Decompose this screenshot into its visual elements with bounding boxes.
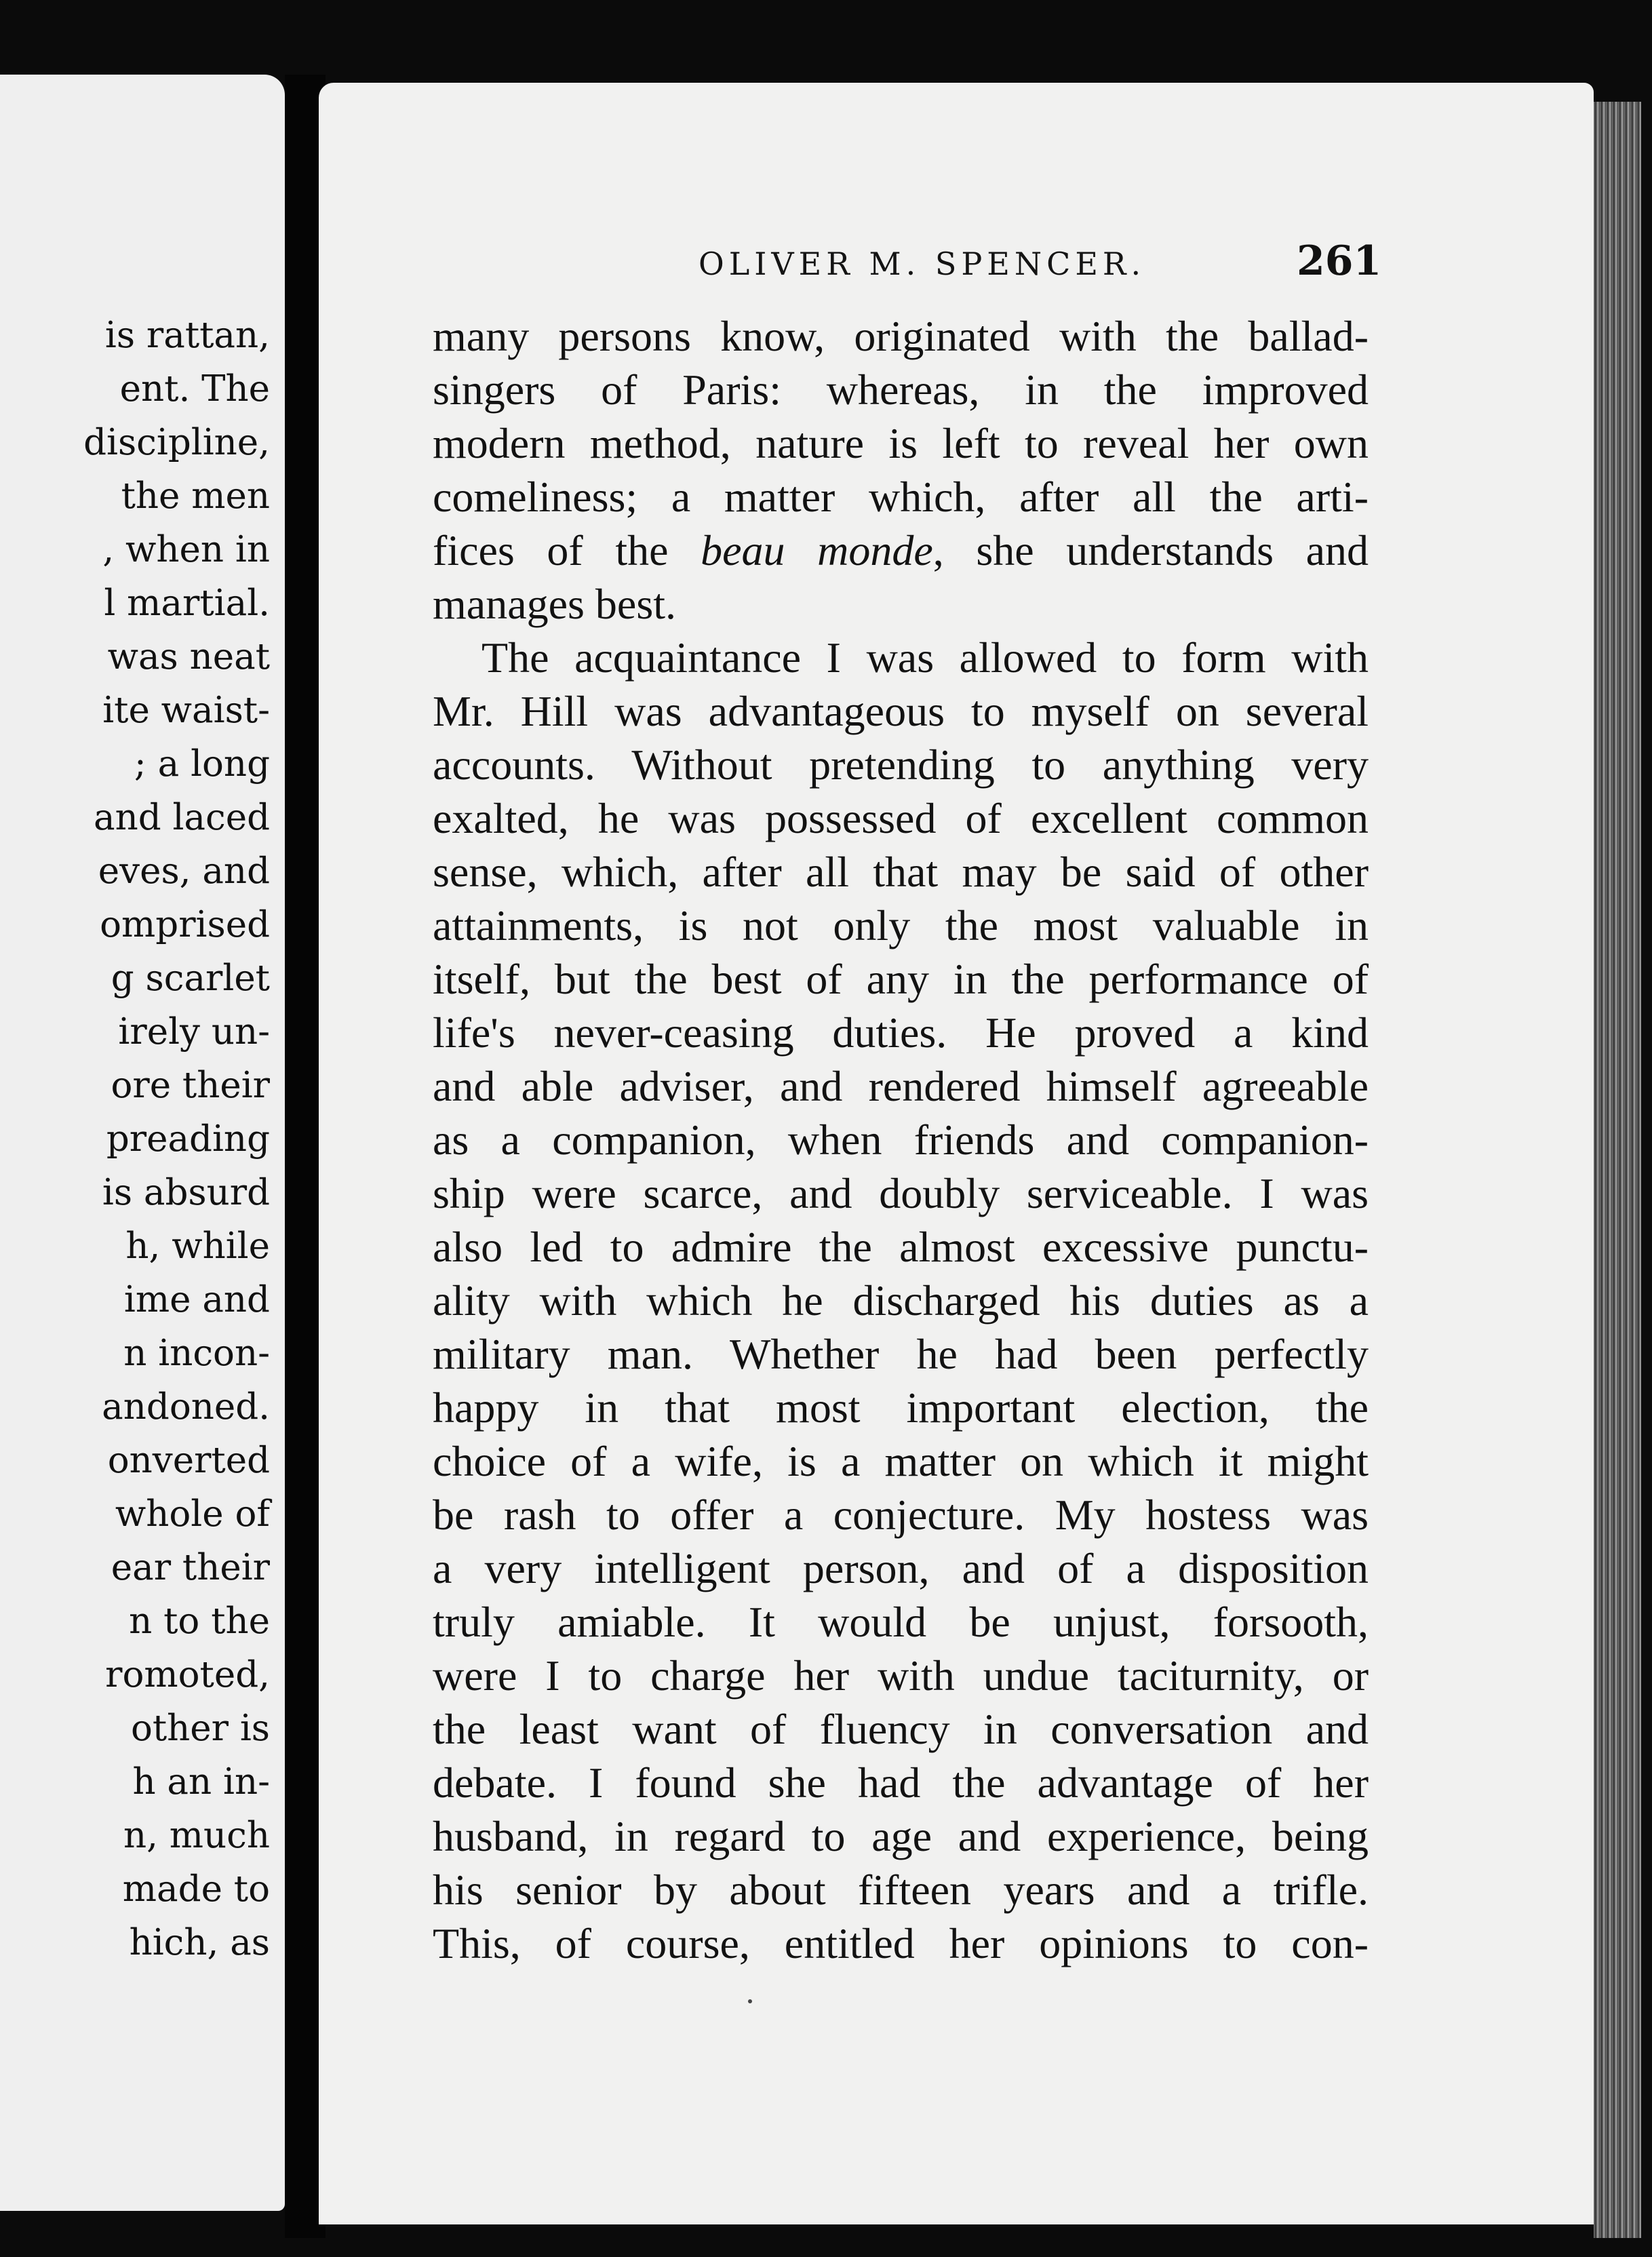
left-page-line: the men — [121, 475, 270, 517]
paragraph-first-line: The acquaintance I was allowed to form with — [481, 633, 1369, 682]
text-line: ship were scarce, and doubly serviceable. I was — [433, 1169, 1369, 1217]
text-segment: , she understands and — [932, 526, 1369, 574]
text-line: sense, which, after all that may be said of other — [433, 848, 1369, 896]
text-line: This, of course, entitled her opinions to con- — [433, 1919, 1369, 1967]
left-page-line: onverted — [107, 1440, 270, 1481]
text-line: military man. Whether he had been perfectly — [433, 1330, 1369, 1378]
left-page-line: was neat — [107, 636, 270, 678]
text-line: also led to admire the almost excessive punctu- — [433, 1223, 1369, 1271]
left-page-line: other is — [130, 1708, 270, 1749]
text-line: as a companion, when friends and companion- — [433, 1116, 1369, 1164]
text-line: Mr. Hill was advantageous to myself on several — [433, 687, 1369, 735]
left-page-line: made to — [122, 1868, 270, 1910]
left-page-line: g scarlet — [111, 958, 270, 999]
text-line: be rash to offer a conjecture. My hostess was — [433, 1491, 1369, 1539]
page-number: 261 — [1297, 237, 1382, 285]
text-line: husband, in regard to age and experience, being — [433, 1812, 1369, 1860]
paragraph-end-line: manages best. — [433, 580, 676, 628]
text-line: modern method, nature is left to reveal her own — [433, 419, 1369, 467]
text-line: accounts. Without pretending to anything very — [433, 741, 1369, 789]
running-head: OLIVER M. SPENCER. — [699, 246, 1146, 282]
page-edges — [1594, 102, 1641, 2238]
left-page-line: ; a long — [134, 743, 270, 785]
left-page-line: h, while — [125, 1225, 270, 1267]
left-page-line: hich, as — [129, 1922, 270, 1963]
text-line: truly amiable. It would be unjust, forsooth, — [433, 1598, 1369, 1646]
left-page-line: whole of — [115, 1493, 270, 1535]
left-page — [0, 75, 285, 2211]
text-line: life's never-ceasing duties. He proved a kind — [433, 1008, 1369, 1057]
left-page-line: eves, and — [98, 850, 270, 892]
left-page-line: , when in — [102, 529, 270, 570]
text-line: exalted, he was possessed of excellent common — [433, 794, 1369, 842]
text-line: a very intelligent person, and of a disposition — [433, 1544, 1369, 1592]
text-line: many persons know, originated with the ballad- — [433, 312, 1369, 360]
text-line: were I to charge her with undue taciturnity, or — [433, 1651, 1369, 1700]
text-line: his senior by about fifteen years and a trifle. — [433, 1866, 1369, 1914]
text-line: the least want of fluency in conversation and — [433, 1705, 1369, 1753]
ink-speck — [748, 1999, 752, 2003]
left-page-line: and laced — [93, 797, 270, 838]
text-line: attainments, is not only the most valuable in — [433, 901, 1369, 949]
text-line: debate. I found she had the advantage of her — [433, 1759, 1369, 1807]
text-line: happy in that most important election, the — [433, 1383, 1369, 1432]
left-page-line: ent. The — [119, 368, 270, 410]
left-page-line: n incon- — [123, 1333, 270, 1374]
text-line: and able adviser, and rendered himself agreeable — [433, 1062, 1369, 1110]
text-line — [433, 524, 1369, 578]
text-line: singers of Paris: whereas, in the improved — [433, 366, 1369, 414]
left-page-line: h an in- — [132, 1761, 270, 1803]
left-page-line: ore their — [111, 1065, 270, 1106]
left-page-line: ite waist- — [102, 690, 270, 731]
text-line: ality with which he discharged his duties as a — [433, 1276, 1369, 1324]
left-page-line: is rattan, — [104, 315, 270, 356]
italic-phrase: beau monde — [701, 526, 933, 574]
text-segment: fices of the — [433, 526, 701, 574]
left-page-line: n, much — [123, 1815, 270, 1856]
left-page-line: n to the — [129, 1601, 270, 1642]
text-line: itself, but the best of any in the performance of — [433, 955, 1369, 1003]
left-page-line: irely un- — [118, 1011, 270, 1053]
left-page-line: is absurd — [102, 1172, 270, 1213]
left-page-line: preading — [106, 1118, 270, 1160]
left-page-line: romoted, — [105, 1654, 270, 1695]
left-page-line: andoned. — [102, 1386, 270, 1428]
left-page-line: ear their — [111, 1547, 270, 1588]
text-line: comeliness; a matter which, after all the arti- — [433, 473, 1369, 521]
left-page-line: omprised — [100, 904, 270, 945]
text-line: choice of a wife, is a matter on which it might — [433, 1437, 1369, 1485]
left-page-line: ime and — [123, 1279, 270, 1320]
left-page-line: discipline, — [83, 422, 270, 463]
left-page-line: l martial. — [104, 583, 270, 624]
